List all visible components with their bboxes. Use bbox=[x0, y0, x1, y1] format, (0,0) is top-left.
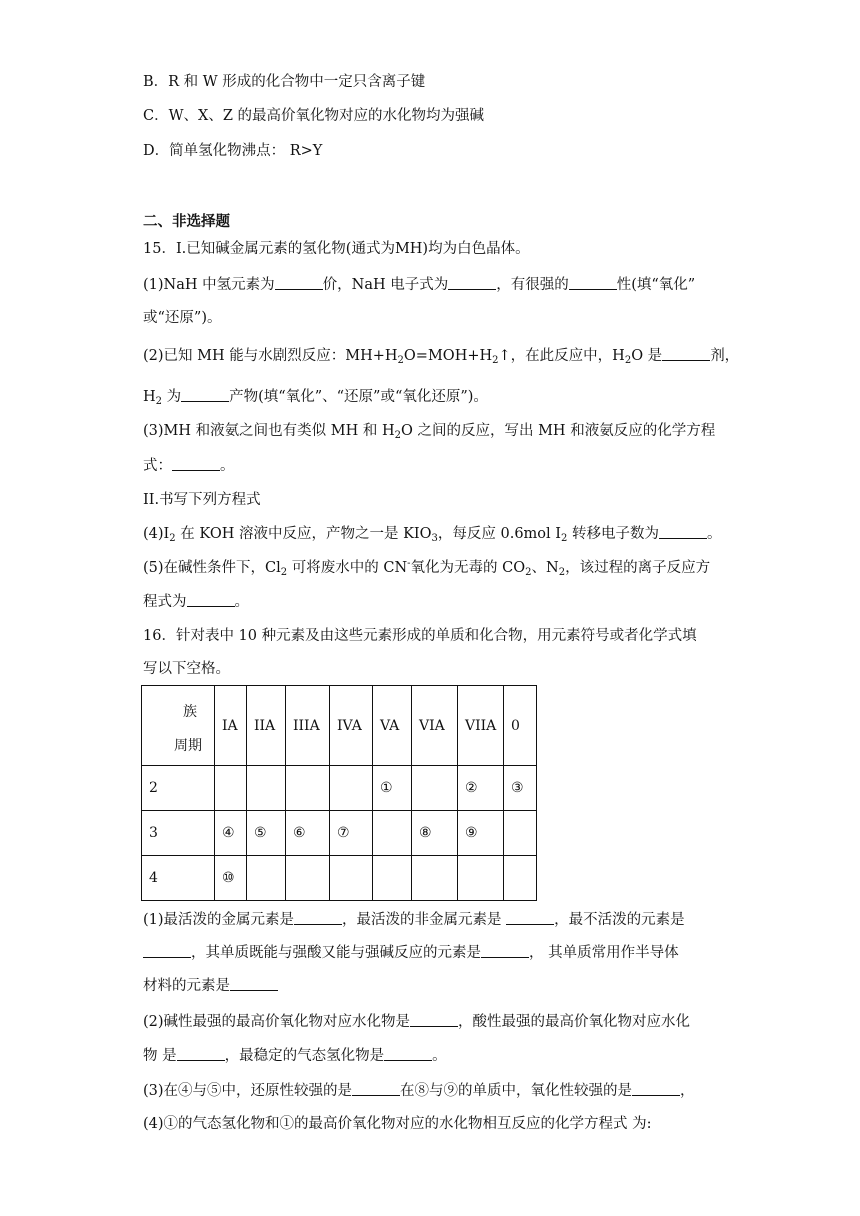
element-cell: ⑥ bbox=[286, 811, 330, 856]
answer-blank[interactable] bbox=[294, 910, 342, 925]
answer-blank[interactable] bbox=[448, 275, 496, 290]
element-cell bbox=[286, 766, 330, 811]
answer-blank[interactable] bbox=[275, 275, 323, 290]
element-cell: ⑧ bbox=[412, 811, 458, 856]
table-corner-cell bbox=[142, 686, 215, 766]
question-16-part-3: (3)在④与⑤中，还原性较强的是 在⑧与⑨的单质中，氧化性较强的是 ， bbox=[143, 1083, 695, 1099]
element-cell: ② bbox=[458, 766, 504, 811]
element-cell: ⑤ bbox=[247, 811, 286, 856]
answer-blank[interactable] bbox=[569, 275, 617, 290]
table-row bbox=[142, 811, 537, 856]
answer-blank[interactable] bbox=[352, 1081, 400, 1096]
answer-blank[interactable] bbox=[230, 976, 278, 991]
question-16-intro: 16．针对表中 10 种元素及由这些元素形成的单质和化合物，用元素符号或者化学式填 bbox=[143, 628, 697, 644]
question-15-part-5-cont: 程式为 。 bbox=[143, 594, 249, 610]
table-header-row bbox=[142, 686, 537, 766]
element-cell bbox=[247, 856, 286, 901]
answer-blank[interactable] bbox=[410, 1012, 458, 1027]
option-c: C．W、X、Z 的最高价氧化物对应的水化物均为强碱 bbox=[143, 108, 485, 124]
question-15-part-2: (2)已知 MH 能与水剧烈反应：$MH+H_2O=MOH+H_2↑$，在此反应中，$H_2O$ 是 剂， bbox=[143, 348, 740, 366]
group-header: IA bbox=[215, 686, 247, 766]
table-row bbox=[142, 766, 537, 811]
question-16-part-2: (2)碱性最强的最高价氧化物对应水化物是 ，酸性最强的最高价氧化物对应水化 bbox=[143, 1014, 691, 1030]
group-header: VIIA bbox=[458, 686, 504, 766]
element-cell: ③ bbox=[504, 766, 537, 811]
table-row bbox=[142, 856, 537, 901]
answer-blank[interactable] bbox=[143, 943, 191, 958]
periodic-table bbox=[141, 685, 537, 901]
answer-blank[interactable] bbox=[481, 943, 529, 958]
answer-blank[interactable] bbox=[659, 524, 707, 539]
element-cell bbox=[215, 766, 247, 811]
element-cell bbox=[412, 856, 458, 901]
question-16-part-4: (4)①的气态氢化物和①的最高价氧化物对应的水化物相互反应的化学方程式 为: bbox=[143, 1116, 652, 1132]
question-16-part-1-cont: ，其单质既能与强酸又能与强碱反应的元素是 ， 其单质常用作半导体 bbox=[143, 943, 723, 963]
answer-blank[interactable] bbox=[632, 1081, 680, 1096]
element-cell bbox=[458, 856, 504, 901]
element-cell: ⑦ bbox=[330, 811, 373, 856]
question-15-intro: 15．I.已知碱金属元素的氢化物(通式为MH)均为白色晶体。 bbox=[143, 241, 530, 257]
question-16-part-1-end: 材料的元素是 bbox=[143, 976, 723, 996]
question-15-part-1-cont: 或“还原”)。 bbox=[143, 310, 222, 326]
element-cell bbox=[373, 811, 412, 856]
question-15-part-5: (5)在碱性条件下，$Cl_2$ 可将废水中的 CN-氧化为无毒的 $CO_2$、$N_2$，该过程的离子反应方 bbox=[143, 558, 711, 578]
option-b: B．R 和 W 形成的化合物中一定只含离子键 bbox=[143, 74, 426, 90]
element-cell bbox=[247, 766, 286, 811]
period-cell: 3 bbox=[142, 811, 215, 856]
element-cell bbox=[330, 856, 373, 901]
part-two-heading: II.书写下列方程式 bbox=[143, 492, 261, 508]
group-header: IIIA bbox=[286, 686, 330, 766]
element-cell bbox=[504, 856, 537, 901]
element-cell bbox=[412, 766, 458, 811]
answer-blank[interactable] bbox=[384, 1046, 432, 1061]
period-cell: 2 bbox=[142, 766, 215, 811]
period-cell: 4 bbox=[142, 856, 215, 901]
question-16-intro-cont: 写以下空格。 bbox=[143, 661, 230, 677]
group-header: IIA bbox=[247, 686, 286, 766]
question-16-part-1: (1)最活泼的金属元素是 ，最活泼的非金属元素是 ，最不活泼的元素是 bbox=[143, 912, 685, 928]
group-header: 0 bbox=[504, 686, 537, 766]
answer-blank[interactable] bbox=[177, 1046, 225, 1061]
element-cell bbox=[373, 856, 412, 901]
element-cell bbox=[504, 811, 537, 856]
group-header: IVA bbox=[330, 686, 373, 766]
answer-blank[interactable] bbox=[187, 592, 235, 607]
element-cell: ④ bbox=[215, 811, 247, 856]
option-d: D．简单氢化物沸点： R>Y bbox=[143, 143, 323, 159]
element-cell: ⑩ bbox=[215, 856, 247, 901]
element-cell: ① bbox=[373, 766, 412, 811]
question-15-part-2-cont: $H_2$ 为 产物(填“氧化”、“还原”或“氧化还原”)。 bbox=[143, 389, 488, 407]
period-label: 周期 bbox=[174, 737, 202, 754]
section-heading: 二、非选择题 bbox=[143, 213, 230, 230]
answer-blank[interactable] bbox=[181, 387, 229, 402]
answer-blank[interactable] bbox=[172, 456, 220, 471]
element-cell: ⑨ bbox=[458, 811, 504, 856]
question-16-part-2-cont: 物 是 ，最稳定的气态氢化物是 。 bbox=[143, 1048, 447, 1064]
answer-blank[interactable] bbox=[662, 346, 710, 361]
question-15-part-4: $(4)I_2$ 在 KOH 溶液中反应，产物之一是 $KIO_3$，每反应 0.6mol $I_2$ 转移电子数为 。 bbox=[143, 526, 722, 544]
question-15-part-1: (1)NaH 中氢元素为 价，NaH 电子式为 ，有很强的 性(填“氧化” bbox=[143, 277, 696, 293]
answer-blank[interactable] bbox=[506, 910, 554, 925]
question-15-part-3-cont: 式： 。 bbox=[143, 458, 235, 474]
element-cell bbox=[330, 766, 373, 811]
question-15-part-3: (3)MH 和液氨之间也有类似 MH 和 $H_2O$ 之间的反应，写出 MH 和液氨反应的化学方程 bbox=[143, 423, 716, 441]
element-cell bbox=[286, 856, 330, 901]
group-header: VIA bbox=[412, 686, 458, 766]
group-header: VA bbox=[373, 686, 412, 766]
group-label: 族 bbox=[183, 703, 197, 720]
